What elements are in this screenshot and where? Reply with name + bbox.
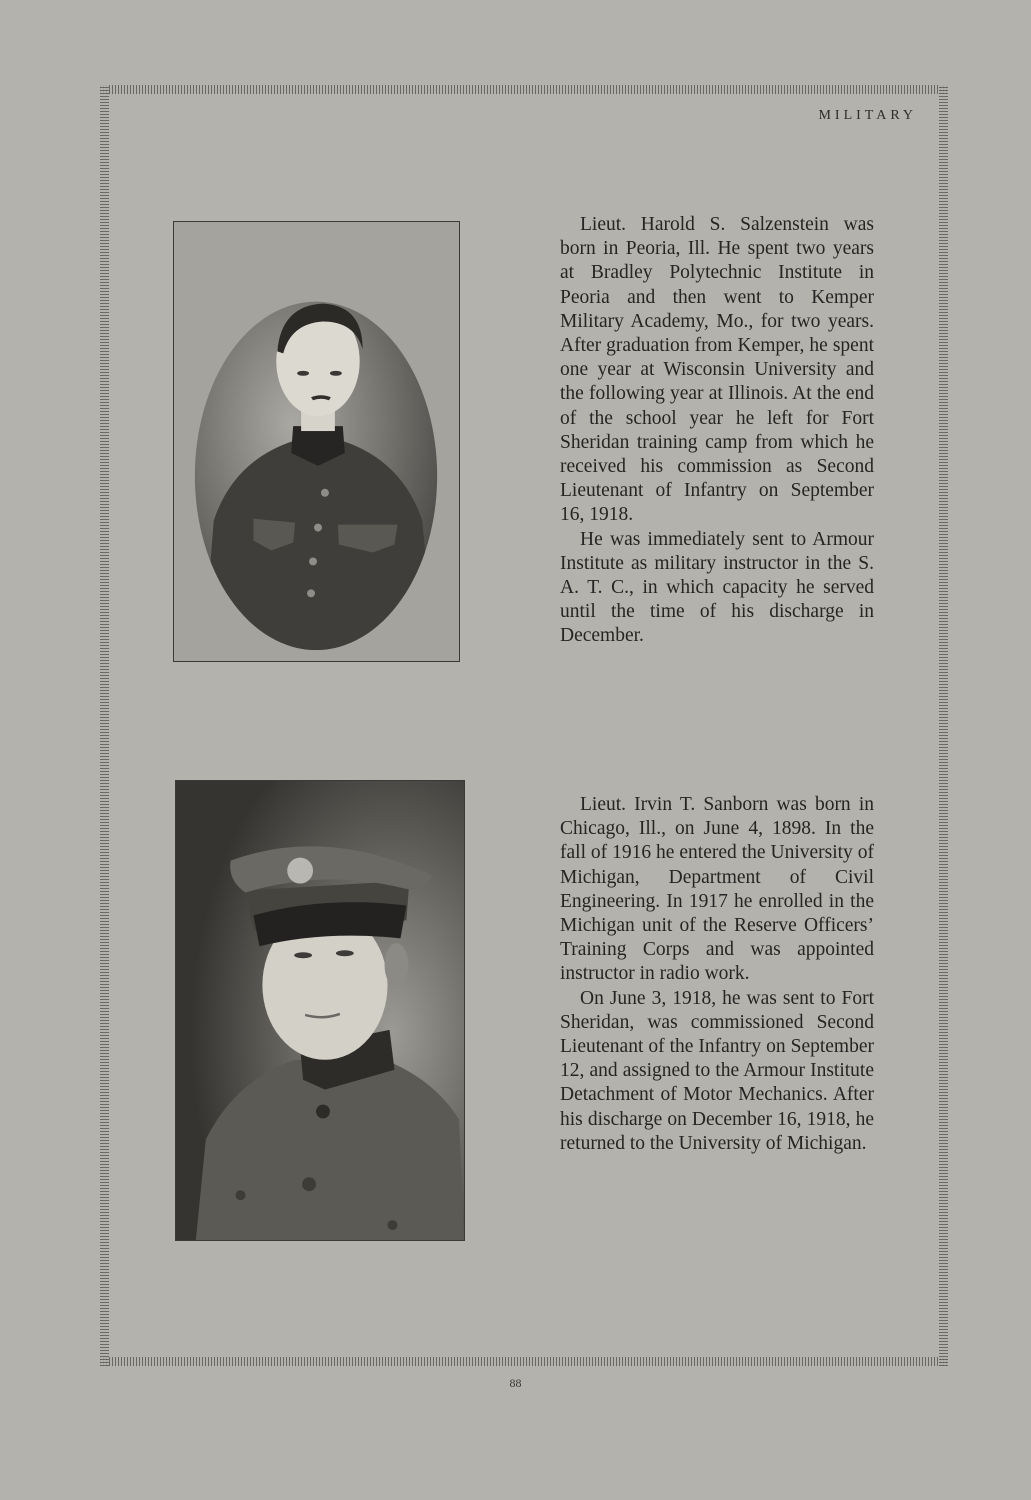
bio-paragraph: Lieut. Harold S. Salzenstein was born in Peoria, Ill. He spent two years at Bradley Polytechnic Institute in Peoria and then went to Kemper Military Academy, Mo., for two years. After graduation from Kemper, he spent one year at Wisconsin University and the following year at Illinois. At the end of the school year he left for Fort Sheridan training camp from which he received his commission as Second Lieutenant of Infantry on September 16, 1918. (560, 214, 874, 526)
bio-paragraph: Lieut. Irvin T. Sanborn was born in Chicago, Ill., on June 4, 1898. In the fall of 1916 he entered the University of Michigan, Department of Civil Engineering. In 1917 he enrolled in the Michigan unit of the Reserve Officers’ Training Corps and was appointed instructor in radio work. (560, 794, 874, 985)
page-border-right (939, 85, 948, 1366)
portrait-oval-image (174, 222, 459, 661)
running-head: MILITARY (818, 108, 917, 123)
biography-salzenstein (560, 213, 874, 649)
page-border-bottom (100, 1357, 948, 1366)
page-border-left (100, 85, 109, 1366)
bio-paragraph: He was immediately sent to Armour Institute as military instructor in the S. A. T. C., in which capacity he served until the time of his discharge in December. (560, 528, 874, 647)
page-number: 88 (509, 1376, 522, 1390)
portrait-photo-sanborn (175, 780, 465, 1241)
portrait-rect-image (176, 781, 464, 1240)
page-border-top (100, 85, 948, 94)
portrait-photo-salzenstein (173, 221, 460, 662)
biography-sanborn (560, 793, 874, 1156)
bio-paragraph: On June 3, 1918, he was sent to Fort Sheridan, was commissioned Second Lieutenant of the Infantry on September 12, and assigned to the Armour Institute Detachment of Motor Mechanics. After his discharge on December 16, 1918, he returned to the University of Michigan. (560, 987, 874, 1154)
